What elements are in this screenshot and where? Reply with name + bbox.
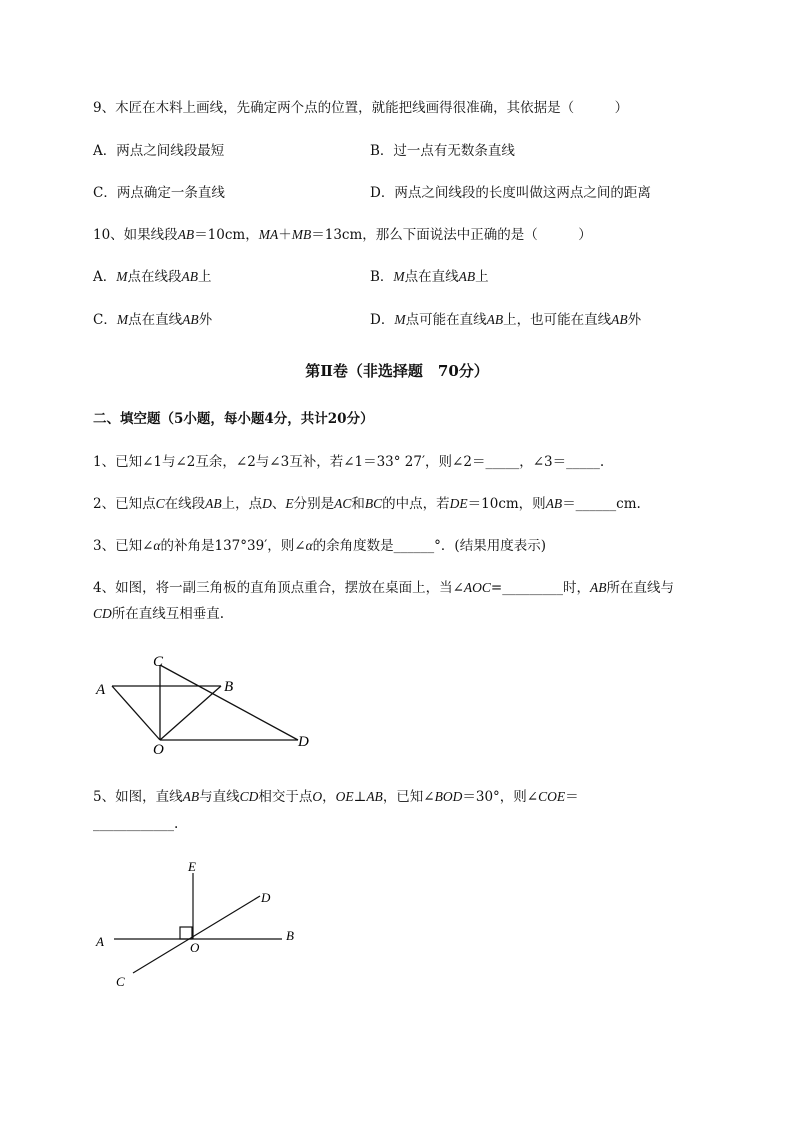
fig2-label-a: A [96,934,104,949]
q10-stem-prefix: 10、如果线段 [93,227,178,243]
q10-eq2: ＝13cm，那么下面说法中正确的是（ ） [311,227,592,243]
q9-option-a: A．两点之间线段最短 [93,143,225,159]
q10-stem [93,226,592,244]
fig2-label-b: B [286,928,294,943]
fig1-label-c: C [153,654,164,670]
q10-option-d: D．M点可能在直线AB上，也可能在直线AB外 [370,312,642,328]
q10-mb: MB [291,227,312,242]
line-cd [160,665,298,740]
line-cd [133,896,260,973]
q9-stem: 9、木匠在木料上画线，先确定两个点的位置，就能把线画得很准确，其依据是（ ） [93,100,629,116]
right-angle-mark [180,927,192,939]
line-bo [160,686,221,740]
q9-option-b: B．过一点有无数条直线 [370,143,515,159]
fig2-label-c: C [116,974,125,989]
fig1-label-a: A [96,682,106,698]
q10-plus: ＋ [278,227,292,243]
fill-question-2: 2、已知点C在线段AB上，点D、E分别是AC和BC的中点，若DE＝10cm，则AB＝______cm. [93,496,641,512]
fill-question-5-line1: 5、如图，直线AB与直线CD相交于点O，OE⊥AB，已知∠BOD＝30°，则∠COE＝ [93,789,579,805]
figure-set-squares [90,650,330,760]
q9-option-c: C．两点确定一条直线 [93,185,225,201]
fill-question-4-line2: CD所在直线互相垂直. [93,606,225,622]
q10-ma: MA [258,227,279,242]
fill-question-3: 3、已知∠α的补角是137°39′，则∠α的余角度数是______°．(结果用度表示) [93,538,546,554]
fill-question-5-line2: ____________. [93,816,179,832]
fill-question-1: 1、已知∠1与∠2互余，∠2与∠3互补，若∠1＝33° 27′，则∠2＝_____，∠3＝_____. [93,454,605,470]
fill-question-4-line1: 4、如图，将一副三角板的直角顶点重合，摆放在桌面上，当∠AOC=_________时，AB所在直线与 [93,580,674,596]
figure-intersecting-lines [90,855,310,995]
fig1-label-o: O [153,742,164,758]
q10-eq1: ＝10cm， [194,227,259,243]
line-ao [112,686,160,740]
fig2-label-o: O [190,940,200,955]
fig2-label-e: E [188,859,196,874]
q10-segment-ab: AB [177,227,195,242]
fig1-label-d: D [298,734,309,750]
fig2-label-d: D [261,890,271,905]
part2-title: 第Ⅱ卷（非选择题 70分） [305,362,489,380]
q10-option-a: A．M点在线段AB上 [93,269,212,285]
q9-option-d: D．两点之间线段的长度叫做这两点之间的距离 [370,185,651,201]
q10-option-c: C．M点在直线AB外 [93,312,213,328]
fig1-label-b: B [224,679,234,695]
q10-option-b: B．M点在直线AB上 [370,269,489,285]
section2-heading: 二、填空题（5小题，每小题4分，共计20分） [93,411,374,427]
